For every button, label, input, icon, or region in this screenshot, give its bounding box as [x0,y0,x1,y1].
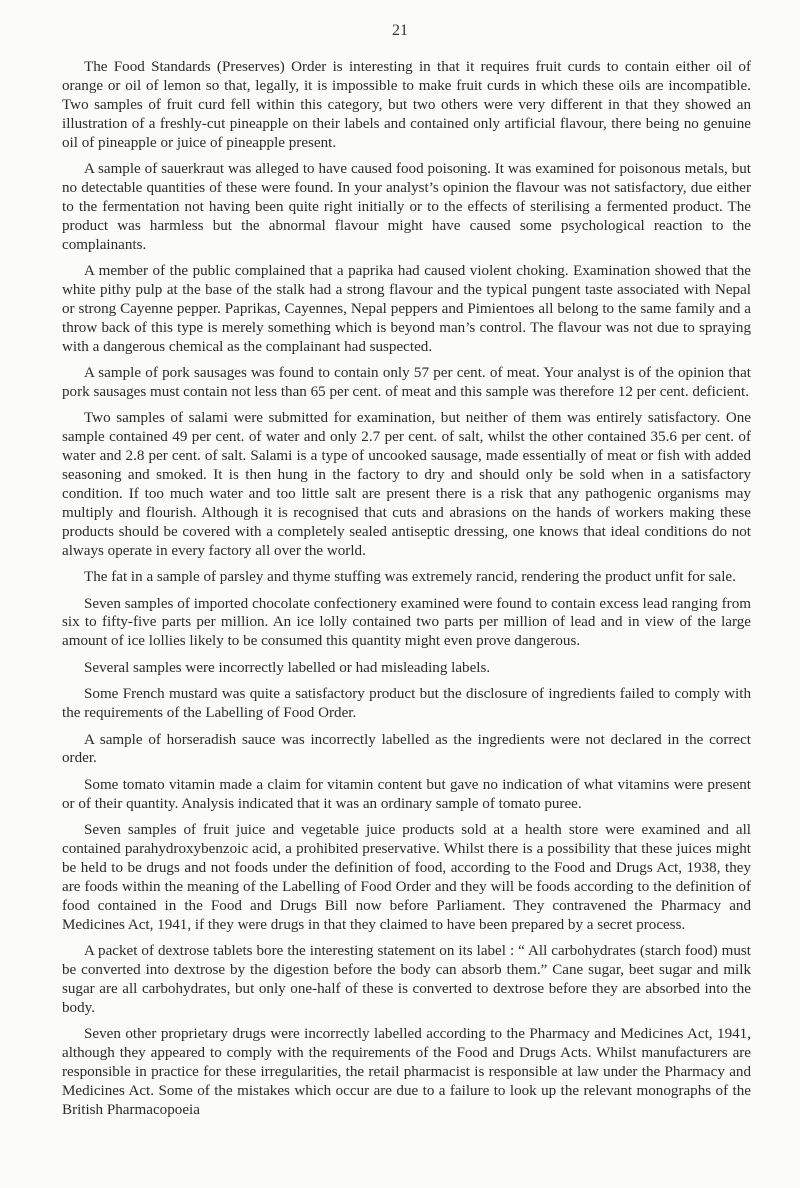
paragraph-salami: Two samples of salami were submitted for examination, but neither of them was entirely satisfactory. One sample contained 49 per cent. of water and only 2.7 per cent. of salt, whilst the other contained 35.6 per cent. of water and 2.8 per cent. of salt. Salami is a type of uncooked sausage, made essentially of meat or fish with added seasoning and smoked. It is then hung in the factory to dry and should only be sold when in a satisfactory condition. If too much water and too little salt are present there is a risk that any pathogenic organisms may multiply and flourish. Although it is recognised that cuts and abrasions on the hands of workers making these products should be covered with a completely sealed antiseptic dressing, one knows that ideal conditions do not always operate in every factory all over the world. [62,410,751,559]
paragraph-stuffing: The fat in a sample of parsley and thyme stuffing was extremely rancid, rendering the product unfit for sale. [84,569,736,586]
paragraph-fruit-juice: Seven samples of fruit juice and vegetable juice products sold at a health store were examined and all contained parahydroxybenzoic acid, a prohibited preservative. Whilst there is a possibility that these juices might be held to be drugs and not foods under the definition of food, according to the Food and Drugs Act, 1938, they are foods within the meaning of the Labelling of Food Order and they will be foods according to the definition of food contained in the Food and Drugs Bill now before Parliament. They contravened the Pharmacy and Medicines Act, 1941, if they were drugs in that they claimed to have been prepared by a secret process. [62,822,751,933]
paragraph-pork-sausages: A sample of pork sausages was found to contain only 57 per cent. of meat. Your analyst is of the opinion that pork sausages must contain not less than 65 per cent. of meat and this sample was therefore 12 per cent. deficient. [62,365,751,400]
paragraph-sauerkraut: A sample of sauerkraut was alleged to have caused food poisoning. It was examined for poisonous metals, but no detectable quantities of these were found. In your analyst’s opinion the flavour was not satisfactory, due either to the fermentation not having been quite right initially or to the effects of sterilising a fermented product. The product was harmless but the abnormal flavour might have caused some psychological reaction to the complainants. [62,161,751,253]
paragraph-mustard: Some French mustard was quite a satisfactory product but the disclosure of ingredients failed to comply with the requirements of the Labelling of Food Order. [62,686,751,722]
paragraph-proprietary-drugs: Seven other proprietary drugs were incorrectly labelled according to the Pharmacy and Medicines Act, 1941, although they appeared to comply with the requirements of the Food and Drugs Acts. Whilst manufacturers are responsible in practice for these irregularities, the retail pharmacist is responsible at law under the Pharmacy and Medicines Act. Some of the mistakes which occur are due to a failure to look up the relevant monographs of the British Pharmacopoeia [62,1026,751,1118]
body-text [62,58,751,1127]
paragraph-tomato-vitamin: Some tomato vitamin made a claim for vitamin content but gave no indication of what vitamins were present or of their quantity. Analysis indicated that it was an ordinary sample of tomato puree. [62,776,751,812]
paragraph-fruit-curds: The Food Standards (Preserves) Order is interesting in that it requires fruit curds to contain either oil of orange or oil of lemon so that, legally, it is impossible to make fruit curds in which these oils are incompatible. Two samples of fruit curd fell within this category, but two others were very different in that they showed an illustration of a freshly-cut pineapple on their labels and contained only artificial flavour, there being no genuine oil of pineapple or juice of pineapple present. [62,59,751,151]
paragraph-chocolate: Seven samples of imported chocolate confectionery examined were found to contain excess lead ranging from six to fifty-five parts per million. An ice lolly contained two parts per million of lead and in view of the large amount of ice lollies likely to be consumed this quantity might even prove dangerous. [62,595,751,650]
paragraph-horseradish: A sample of horseradish sauce was incorrectly labelled as the ingredients were not declared in the correct order. [62,731,751,767]
paragraph-dextrose: A packet of dextrose tablets bore the interesting statement on its label : “ All carbohydrates (starch food) must be converted into dextrose by the digestion before the body can absorb them.” Cane sugar, beet sugar and milk sugar are all carbohydrates, but only one-half of these is converted to dextrose before they are absorbed into the body. [62,943,751,1016]
paragraph-labels: Several samples were incorrectly labelled or had misleading labels. [84,659,491,676]
page-number: 21 [392,22,408,39]
paragraph-paprika: A member of the public complained that a paprika had caused violent choking. Examination showed that the white pithy pulp at the base of the stalk had a strong flavour and the typical pungent taste associated with Nepal or strong Cayenne pepper. Paprikas, Cayennes, Nepal peppers and Pimientoes all belong to the same family and a throw back of this type is merely something which is beyond man’s control. The flavour was not due to spraying with a dangerous chemical as the complainant had suspected. [62,263,751,355]
